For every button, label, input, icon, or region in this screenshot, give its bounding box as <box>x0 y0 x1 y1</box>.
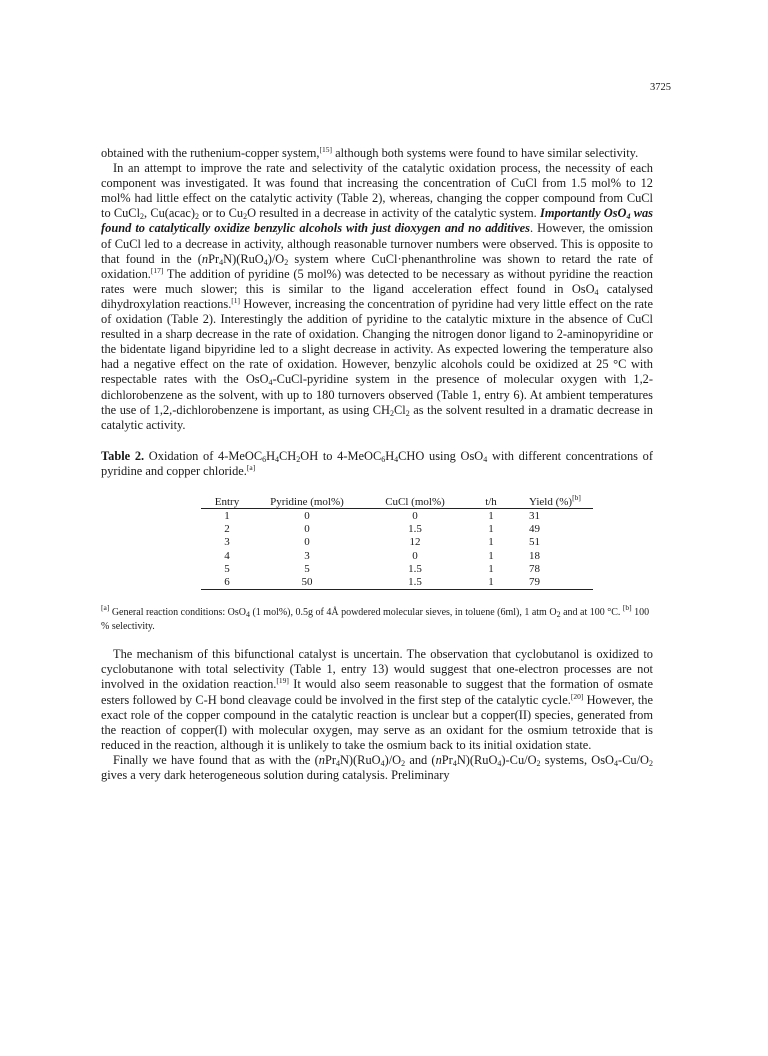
table-header-row <box>201 496 593 509</box>
paragraph-continuation: obtained with the ruthenium-copper system,[15] although both systems were found to have similar selectivity. <box>101 145 639 160</box>
column-header-yield: Yield (%)[b] <box>513 496 593 509</box>
table-cell: 1 <box>488 509 494 522</box>
table-cell: 79 <box>513 576 593 590</box>
table-row <box>201 563 593 576</box>
table-cell: 1 <box>488 536 494 549</box>
table-cell: 18 <box>529 549 540 562</box>
article-body <box>101 146 653 783</box>
table-row <box>201 549 593 562</box>
table-cell: 3 <box>304 549 310 562</box>
table-cell: 5 <box>304 563 310 576</box>
table-cell: 78 <box>529 563 540 576</box>
table-cell: 1.5 <box>408 523 422 536</box>
table-footnote: [a] General reaction conditions: OsO$_4$ (1 mol%), 0.5g of 4Å powdered molecular sieves, in toluene (6ml), 1 atm $O_2$ and at 100 °C. [b] 100 % selectivity. <box>101 603 650 632</box>
table-cell: 1 <box>488 549 494 562</box>
paragraph-component-study: In an attempt to improve the rate and selectivity of the catalytic oxidation process, the necessity of each component was investigated. It was found that increasing the concentration of CuCl from 1.5 mol% to 12 mol% had little effect on the catalytic activity (Table 2), whereas, changing the copper compound from CuCl to CuCl$_2$, $Cu(acac)_2$ or to $Cu_2O$ resulted in a decrease in activity of the catalytic system. Importantly OsO$_4$ was found to catalytically oxidize benzylic alcohols with just dioxygen and no additives. However, the omission of CuCl led to a decrease in activity, although reasonable turnover numbers were observed. This is opposite to that found in the $(nPr_4N)(RuO_4)/O_2$ system where CuCl·phenanthroline was shown to retard the rate of oxidation.[17] The addition of pyridine (5 mol%) was detected to be necessary as without pyridine the reaction rates were much slower; this is similar to the ligand acceleration effect found in OsO$_4$ catalysed dihydroxylation reactions.[1] However, increasing the concentration of pyridine had very little effect on the rate of oxidation (Table 2). Interestingly the addition of pyridine to the catalytic mixture in the absence of CuCl resulted in a sharp decrease in the rate of oxidation. Changing the nitrogen donor ligand to 2-aminopyridine or the bidentate ligand bipyridine led to a slight decrease in activity. As expected lowering the temperature also had a negative effect on the rate of oxidation. However, benzylic alcohols could be oxidized at 25 °C with respectable rates with the OsO$_4$-CuCl-pyridine system in the presence of molecular oxygen with 1,2-dichlorobenzene as the solvent, with up to 180 turnovers observed (Table 1, entry 6). At ambient temperatures the use of 1,2,-dichlorobenzene is important, as using $CH_2Cl_2$ as the solvent resulted in a dramatic decrease in catalytic activity. <box>101 161 654 432</box>
table-cell: 51 <box>529 536 540 549</box>
table-cell: 4 <box>224 549 230 562</box>
table-cell: 1 <box>469 576 513 590</box>
table-cell: 5 <box>224 563 230 576</box>
table-cell: 12 <box>409 536 421 549</box>
table-cell: 1 <box>488 523 494 536</box>
column-header-time: t/h <box>469 496 513 509</box>
table-cell: 1 <box>488 563 494 576</box>
table-cell: 0 <box>304 536 310 549</box>
table-row <box>201 509 593 523</box>
table-cell: 2 <box>224 523 230 536</box>
table-cell: 50 <box>253 576 361 590</box>
table-cell: 49 <box>529 523 540 536</box>
table-cell: 0 <box>304 523 310 536</box>
page-number: 3725 <box>650 82 671 93</box>
table-row <box>201 523 593 536</box>
table-cell: 0 <box>412 549 418 562</box>
table-cell: 0 <box>412 509 418 522</box>
table-cell: 1.5 <box>408 563 422 576</box>
table-cell: 0 <box>304 509 310 522</box>
table-cell: 3 <box>224 536 230 549</box>
table-row <box>201 536 593 549</box>
table-cell: 1.5 <box>361 576 469 590</box>
column-header-pyridine: Pyridine (mol%) <box>253 496 361 509</box>
data-table <box>201 492 593 590</box>
paragraph-mechanism: The mechanism of this bifunctional catalyst is uncertain. The observation that cyclobutanol is oxidized to cyclobutanone with total selectivity (Table 1, entry 13) would suggest that one-electron processes are not involved in the oxidation reaction.[19] It would also seem reasonable to suggest that the formation of osmate esters followed by C-H bond cleavage could be involved in the first step of the catalytic cycle.[20] However, the exact role of the copper compound in the catalytic reaction is unclear but a copper(II) species, generated from the reaction of copper(I) with molecular oxygen, may serve as an oxidant for the osmium tetroxide that is reduced in the reaction, although it is unlikely to take the osmium back to its initial oxidation state. <box>101 647 653 752</box>
column-header-entry: Entry <box>201 496 253 509</box>
table-cell: 1 <box>224 509 230 522</box>
table-row <box>201 576 593 590</box>
table-cell: 6 <box>201 576 253 590</box>
table-caption: Table 2. Oxidation of $4-MeOC_6H_4CH_2OH$ to $4-MeOC_6H_4CHO$ using OsO$_4$ with different concentrations of pyridine and copper chloride.[a] <box>101 448 654 478</box>
table-cell: 31 <box>529 509 540 522</box>
column-header-cucl: CuCl (mol%) <box>361 496 469 509</box>
paragraph-conclusion: Finally we have found that as with the $(nPr_4N)(RuO_4)/O_2$ and $(nPr_4N)(RuO_4)-Cu/O_2$ systems, $OsO_4-Cu/O_2$ gives a very dark heterogeneous solution during catalysis. Preliminary <box>101 752 653 782</box>
